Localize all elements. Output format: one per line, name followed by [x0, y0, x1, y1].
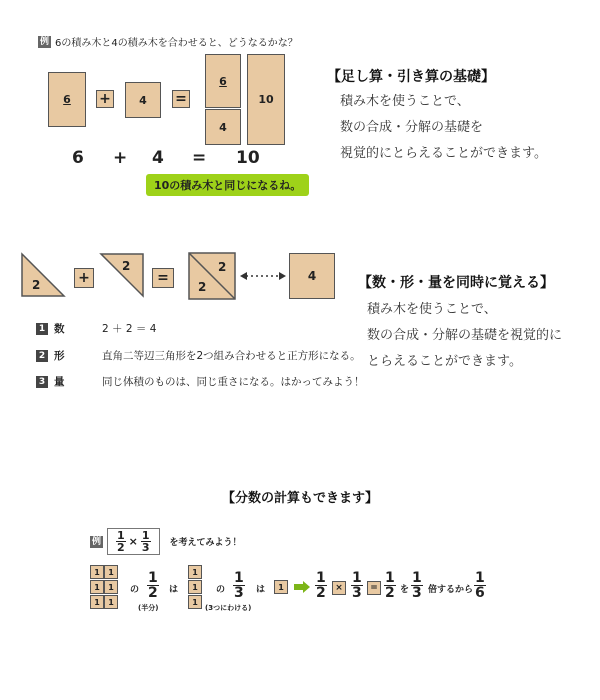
wo-label: を	[400, 585, 410, 595]
equals-label-2: =	[157, 270, 169, 286]
unit-block: 1	[104, 565, 118, 579]
times-sign: ×	[128, 535, 138, 548]
equals-sign	[172, 90, 190, 108]
stack-four-label: 4	[219, 120, 227, 134]
unit-block: 1	[274, 580, 288, 594]
block-ten	[247, 54, 285, 145]
desc2-line-3: とらえることができます。	[367, 354, 522, 369]
result-frac-third-2: $\frac{1}{3}$	[412, 570, 422, 601]
eq-six: 6	[72, 148, 84, 168]
unit-block: 1	[188, 595, 202, 609]
block-four-label: 4	[139, 93, 147, 107]
desc-line-3: 視覚的にとらえることができます。	[340, 146, 547, 161]
double-arrow-icon	[240, 270, 286, 282]
triangle-left-label: 2	[32, 278, 41, 292]
list-text-3: 同じ体積のものは、同じ重さになる。はかってみよう！	[102, 376, 365, 388]
times-suffix: 倍するから	[428, 585, 474, 595]
eq-four: 4	[152, 148, 164, 168]
block-six	[48, 72, 86, 127]
block-stack-four	[205, 109, 241, 145]
block-four	[125, 82, 161, 118]
eq-plus: +	[113, 148, 128, 168]
block-stack-six	[205, 54, 241, 108]
list-key-1: 数	[54, 323, 65, 335]
section1-desc	[340, 89, 547, 167]
desc2-line-1: 積み木を使うことで、	[367, 302, 497, 317]
unit-block: 1	[188, 565, 202, 579]
list-number-1: 1	[36, 323, 48, 335]
triangle-right-label: 2	[122, 259, 131, 273]
square-label-bottom: 2	[198, 280, 207, 294]
result-frac-sixth: $\frac{1}{6}$	[475, 570, 485, 601]
list-item-quantity	[36, 374, 365, 389]
eq-ten: 10	[236, 148, 260, 168]
stack-six-label: 6	[219, 74, 227, 88]
equals-label: =	[175, 91, 187, 107]
wa-label-2: は	[256, 585, 266, 595]
square-label-top: 2	[218, 260, 227, 274]
triangle-block-left	[20, 252, 66, 298]
list-item-number	[36, 321, 156, 336]
frac-third-large: $\frac{1}{3}$	[234, 570, 244, 601]
section2-desc	[367, 297, 562, 375]
result-label: 4	[307, 269, 317, 283]
list-text-2: 直角二等辺三角形を2つ組み合わせると正方形になる。	[102, 350, 361, 362]
unit-block: 1	[90, 595, 104, 609]
list-key-2: 形	[54, 350, 65, 362]
frac-third: $\frac{1}{3}$	[141, 529, 150, 554]
third-note: (3つにわける)	[205, 604, 252, 612]
plus-label: +	[99, 91, 111, 107]
unit-block: 1	[90, 580, 104, 594]
example-prompt: を考えてみよう！	[169, 538, 242, 548]
plus-sign	[96, 90, 114, 108]
no-label-1: の	[130, 585, 140, 595]
result-square-block	[289, 253, 335, 299]
unit-block: 1	[188, 580, 202, 594]
eq-equals: =	[192, 148, 207, 168]
list-item-shape	[36, 348, 361, 363]
plus-sign-2	[74, 268, 94, 288]
block-six-label: 6	[63, 93, 71, 106]
list-key-3: 量	[54, 376, 65, 388]
example-row	[90, 528, 242, 555]
unit-block: 1	[104, 595, 118, 609]
no-label-2: の	[216, 585, 226, 595]
combined-square-block	[188, 252, 236, 300]
equals-box: =	[367, 581, 381, 595]
example-badge: 例	[40, 36, 50, 47]
unit-block: 1	[90, 565, 104, 579]
section2-heading: 【数・形・量を同時に覚える】	[358, 275, 554, 291]
frac-half-large: $\frac{1}{2}$	[148, 570, 158, 601]
result-frac-half-2: $\frac{1}{2}$	[385, 570, 395, 601]
block-ten-label: 10	[258, 93, 274, 106]
section3-heading: 【分数の計算もできます】	[221, 491, 378, 506]
wa-label-1: は	[169, 585, 179, 595]
desc-line-1: 積み木を使うことで、	[340, 94, 470, 109]
frac-half: $\frac{1}{2}$	[117, 529, 125, 554]
section1-heading: 【足し算・引き算の基礎】	[327, 69, 495, 85]
green-arrow-icon	[294, 581, 310, 593]
equals-sign-2	[152, 268, 174, 288]
result-frac-third: $\frac{1}{3}$	[352, 570, 362, 601]
unit-block: 1	[104, 580, 118, 594]
callout-badge: 10の積み木と同じになるね。	[146, 174, 309, 196]
list-number-2: 2	[36, 350, 48, 362]
desc2-line-2: 数の合成・分解の基礎を視覚的に	[367, 328, 563, 343]
list-text-1: 2 ＋ 2 ＝ 4	[102, 323, 157, 335]
section1-question	[38, 34, 298, 49]
result-frac-half: $\frac{1}{2}$	[316, 570, 326, 601]
list-number-3: 3	[36, 376, 48, 388]
example-badge-2: 例	[92, 536, 102, 547]
half-note: (半分)	[138, 604, 159, 612]
times-box: ×	[332, 581, 346, 595]
desc-line-2: 数の合成・分解の基礎を	[340, 120, 484, 135]
question-text: 6の積み木と4の積み木を合わせると、どうなるかな？	[55, 38, 298, 49]
example-expression-box	[107, 528, 160, 555]
plus-label-2: +	[78, 270, 90, 286]
